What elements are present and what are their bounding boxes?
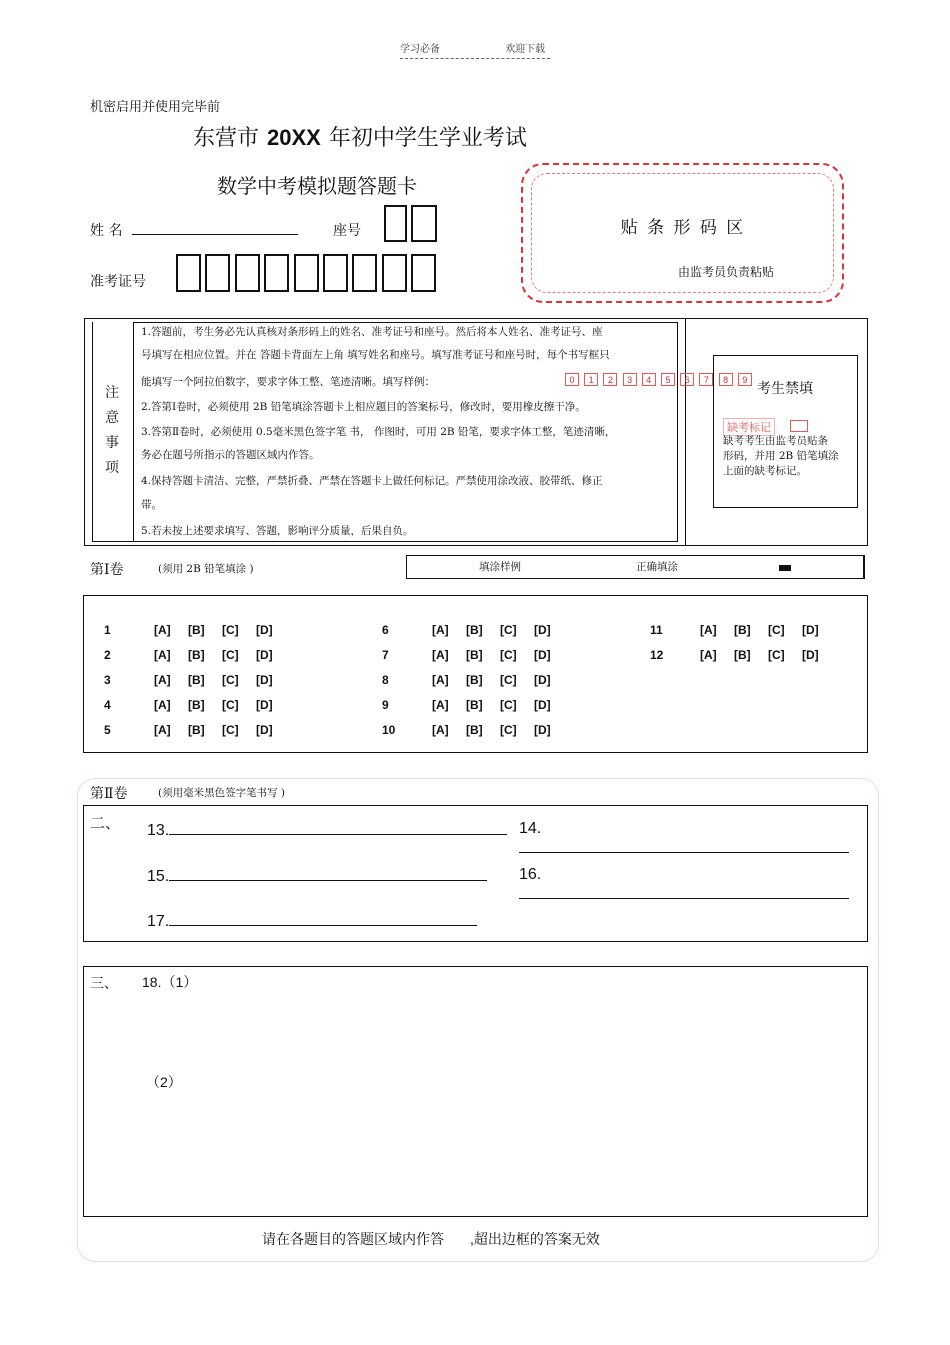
- answer-option[interactable]: [A]: [154, 723, 171, 737]
- question-number: 6: [382, 623, 389, 637]
- question-number: 2: [104, 648, 111, 662]
- question-number: 10: [382, 723, 396, 737]
- answer-option[interactable]: [C]: [500, 648, 517, 662]
- question-number: 3: [104, 673, 111, 687]
- notes-line-6: 务必在题号所指示的答题区域内作答。: [141, 449, 320, 461]
- instructions-panel: [84, 318, 868, 546]
- absent-stamp: 缺考标记: [723, 418, 775, 436]
- answer-option[interactable]: [A]: [154, 623, 171, 637]
- exam-number-digit-box[interactable]: [294, 254, 319, 292]
- notes-line-4: 2.答第Ⅰ卷时，必须使用 2B 铅笔填涂答题卡上相应题目的答案标号，修改时，要用橡皮擦干净。: [141, 401, 586, 413]
- question-number: 12: [650, 648, 664, 662]
- absent-title: 考生禁填: [757, 381, 813, 397]
- exam-title: [193, 121, 527, 152]
- answer-option[interactable]: [C]: [768, 623, 785, 637]
- blank-17[interactable]: 17.: [147, 911, 477, 931]
- answer-option[interactable]: [C]: [222, 623, 239, 637]
- answer-option[interactable]: [A]: [154, 648, 171, 662]
- exam-number-label: 准考证号: [90, 274, 146, 290]
- answer-option[interactable]: [C]: [222, 723, 239, 737]
- answer-option[interactable]: [B]: [466, 673, 483, 687]
- answer-option[interactable]: [A]: [432, 648, 449, 662]
- answer-option[interactable]: [D]: [534, 673, 551, 687]
- fill-sample-box: [406, 555, 865, 579]
- question-number: 11: [650, 623, 663, 637]
- section1-note: (须用 2B 铅笔填涂 ): [158, 563, 254, 575]
- answer-option[interactable]: [A]: [700, 623, 717, 637]
- exam-number-digit-box[interactable]: [264, 254, 289, 292]
- sample-digit: 6: [680, 373, 694, 386]
- absent-panel: [713, 355, 858, 508]
- sample-digit: 3: [623, 373, 637, 386]
- answer-option[interactable]: [B]: [188, 698, 205, 712]
- answer-option[interactable]: [A]: [432, 623, 449, 637]
- barcode-note: 由监考员负责粘贴: [678, 265, 775, 279]
- answer-option[interactable]: [B]: [466, 723, 483, 737]
- notes-line-1: 1.答题前，考生务必先认真核对条形码上的姓名、准考证号和座号。然后将本人姓名、准考证号、座: [141, 326, 603, 338]
- exam-number-digit-box[interactable]: [323, 254, 348, 292]
- sample-digit: 8: [719, 373, 733, 386]
- header-right: 欢迎下载: [505, 44, 546, 55]
- seat-digit-box[interactable]: [411, 205, 437, 242]
- answer-option[interactable]: [A]: [432, 673, 449, 687]
- answer-option[interactable]: [B]: [188, 623, 205, 637]
- barcode-area: [521, 163, 844, 303]
- answer-option[interactable]: [C]: [222, 673, 239, 687]
- exam-number-boxes: [176, 254, 438, 292]
- answer-option[interactable]: [D]: [256, 723, 273, 737]
- answer-option[interactable]: [B]: [188, 723, 205, 737]
- correct-label: 正确填涂: [636, 561, 678, 573]
- question-number: 7: [382, 648, 389, 662]
- blank-13[interactable]: 13.: [147, 820, 507, 840]
- answer-option[interactable]: [C]: [222, 698, 239, 712]
- notes-line-9: 5.若未按上述要求填写、答题，影响评分质量，后果自负。: [141, 525, 414, 537]
- answer-option[interactable]: [A]: [700, 648, 717, 662]
- title-city: 东营市: [193, 126, 260, 151]
- notes-line-2: 号填写在相应位置。并在 答题卡背面左上角 填写姓名和座号。填写准考证号和座号时，每个书写框只: [141, 349, 610, 361]
- exam-number-digit-box[interactable]: [352, 254, 377, 292]
- answer-option[interactable]: [D]: [256, 623, 273, 637]
- answer-option[interactable]: [D]: [802, 623, 819, 637]
- absent-description: 缺考考生由监考员贴条 形码，并用 2B 铅笔填涂 上面的缺考标记。: [723, 435, 839, 477]
- seat-digit-box[interactable]: [384, 205, 407, 242]
- name-field[interactable]: [132, 234, 298, 235]
- answer-option[interactable]: [D]: [256, 673, 273, 687]
- confidential-notice: 机密启用并使用完毕前: [90, 100, 221, 115]
- barcode-title: 贴 条 形 码 区: [620, 218, 746, 238]
- answer-option[interactable]: [C]: [768, 648, 785, 662]
- part3-box[interactable]: [83, 966, 868, 1217]
- footer-left: 请在各题目的答题区域内作答: [262, 1232, 444, 1248]
- sample-digit: 4: [642, 373, 656, 386]
- notes-side-label: 注 意 事 项: [105, 385, 119, 476]
- answer-option[interactable]: [B]: [466, 698, 483, 712]
- answer-option[interactable]: [C]: [500, 623, 517, 637]
- blank-15[interactable]: 15.: [147, 866, 487, 886]
- notes-line-8: 带。: [141, 499, 162, 511]
- question-number: 1: [104, 623, 111, 637]
- sample-digit: 5: [661, 373, 675, 386]
- answer-option[interactable]: [C]: [222, 648, 239, 662]
- sample-digit: 1: [584, 373, 598, 386]
- footer-note: [262, 1229, 600, 1249]
- answer-option[interactable]: [B]: [188, 648, 205, 662]
- name-label: 姓 名: [90, 223, 123, 239]
- section2-note: (须用毫米黑色签字笔书写 ): [158, 787, 286, 799]
- exam-number-digit-box[interactable]: [205, 254, 230, 292]
- correct-fill-mark: [779, 565, 791, 571]
- answer-option[interactable]: [A]: [432, 698, 449, 712]
- part3-label: 三、: [90, 976, 118, 992]
- title-year: 20XX: [267, 125, 321, 150]
- header-left: 学习必备: [400, 44, 440, 55]
- answer-option[interactable]: [B]: [734, 648, 751, 662]
- answer-option[interactable]: [D]: [256, 648, 273, 662]
- blank-14[interactable]: 14.: [519, 820, 867, 858]
- section1-answer-grid: [83, 595, 868, 753]
- section1-label: 第Ⅰ卷: [90, 562, 124, 578]
- answer-option[interactable]: [B]: [188, 673, 205, 687]
- answer-option[interactable]: [A]: [432, 723, 449, 737]
- answer-option[interactable]: [D]: [534, 723, 551, 737]
- answer-option[interactable]: [C]: [500, 723, 517, 737]
- answer-option[interactable]: [B]: [466, 623, 483, 637]
- sample-digit: 0: [565, 373, 579, 386]
- answer-option[interactable]: [A]: [154, 698, 171, 712]
- part2-box: [83, 805, 868, 942]
- answer-option[interactable]: [D]: [256, 698, 273, 712]
- footer-right: ,超出边框的答案无效: [470, 1231, 600, 1247]
- sample-digit: 2: [603, 373, 617, 386]
- sample-label: 填涂样例: [479, 561, 521, 573]
- q18-part1: 18.（1）: [142, 974, 198, 990]
- answer-option[interactable]: [A]: [154, 673, 171, 687]
- answer-option[interactable]: [C]: [500, 698, 517, 712]
- question-number: 8: [382, 673, 389, 687]
- answer-option[interactable]: [D]: [534, 698, 551, 712]
- seat-label: 座号: [333, 223, 361, 239]
- sample-digit: 9: [738, 373, 752, 386]
- q18-part2: （2）: [146, 1074, 182, 1090]
- answer-option[interactable]: [D]: [802, 648, 819, 662]
- answer-option[interactable]: [B]: [734, 623, 751, 637]
- answer-option[interactable]: [C]: [500, 673, 517, 687]
- page-header: [400, 40, 550, 59]
- exam-number-digit-box[interactable]: [235, 254, 260, 292]
- absent-mark-box[interactable]: [790, 420, 808, 432]
- exam-number-digit-box[interactable]: [176, 254, 201, 292]
- title-exam: 年初中学生学业考试: [328, 126, 527, 151]
- exam-number-digit-box[interactable]: [411, 254, 436, 292]
- section2-label: 第Ⅱ卷: [90, 786, 128, 802]
- question-number: 5: [104, 723, 111, 737]
- notes-line-7: 4.保持答题卡清洁、完整，严禁折叠、严禁在答题卡上做任何标记。严禁使用涂改液、胶带纸、修正: [141, 475, 603, 487]
- question-number: 4: [104, 698, 111, 712]
- answer-option[interactable]: [B]: [466, 648, 483, 662]
- answer-option[interactable]: [D]: [534, 623, 551, 637]
- blank-16[interactable]: 16.: [519, 866, 867, 904]
- part2-label: 二、: [90, 814, 121, 832]
- notes-line-5: 3.答第Ⅱ卷时，必须使用 0.5毫米黑色签字笔 书， 作图时，可用 2B 铅笔，要求字体工整，笔迹清晰，: [141, 426, 616, 438]
- notes-line-3: 能填写一个阿拉伯数字，要求字体工整、笔迹清晰。填写样例：: [141, 376, 435, 388]
- question-number: 9: [382, 698, 389, 712]
- card-subtitle: 数学中考模拟题答题卡: [217, 174, 417, 198]
- sample-digit: 7: [699, 373, 713, 386]
- exam-number-digit-box[interactable]: [382, 254, 407, 292]
- answer-option[interactable]: [D]: [534, 648, 551, 662]
